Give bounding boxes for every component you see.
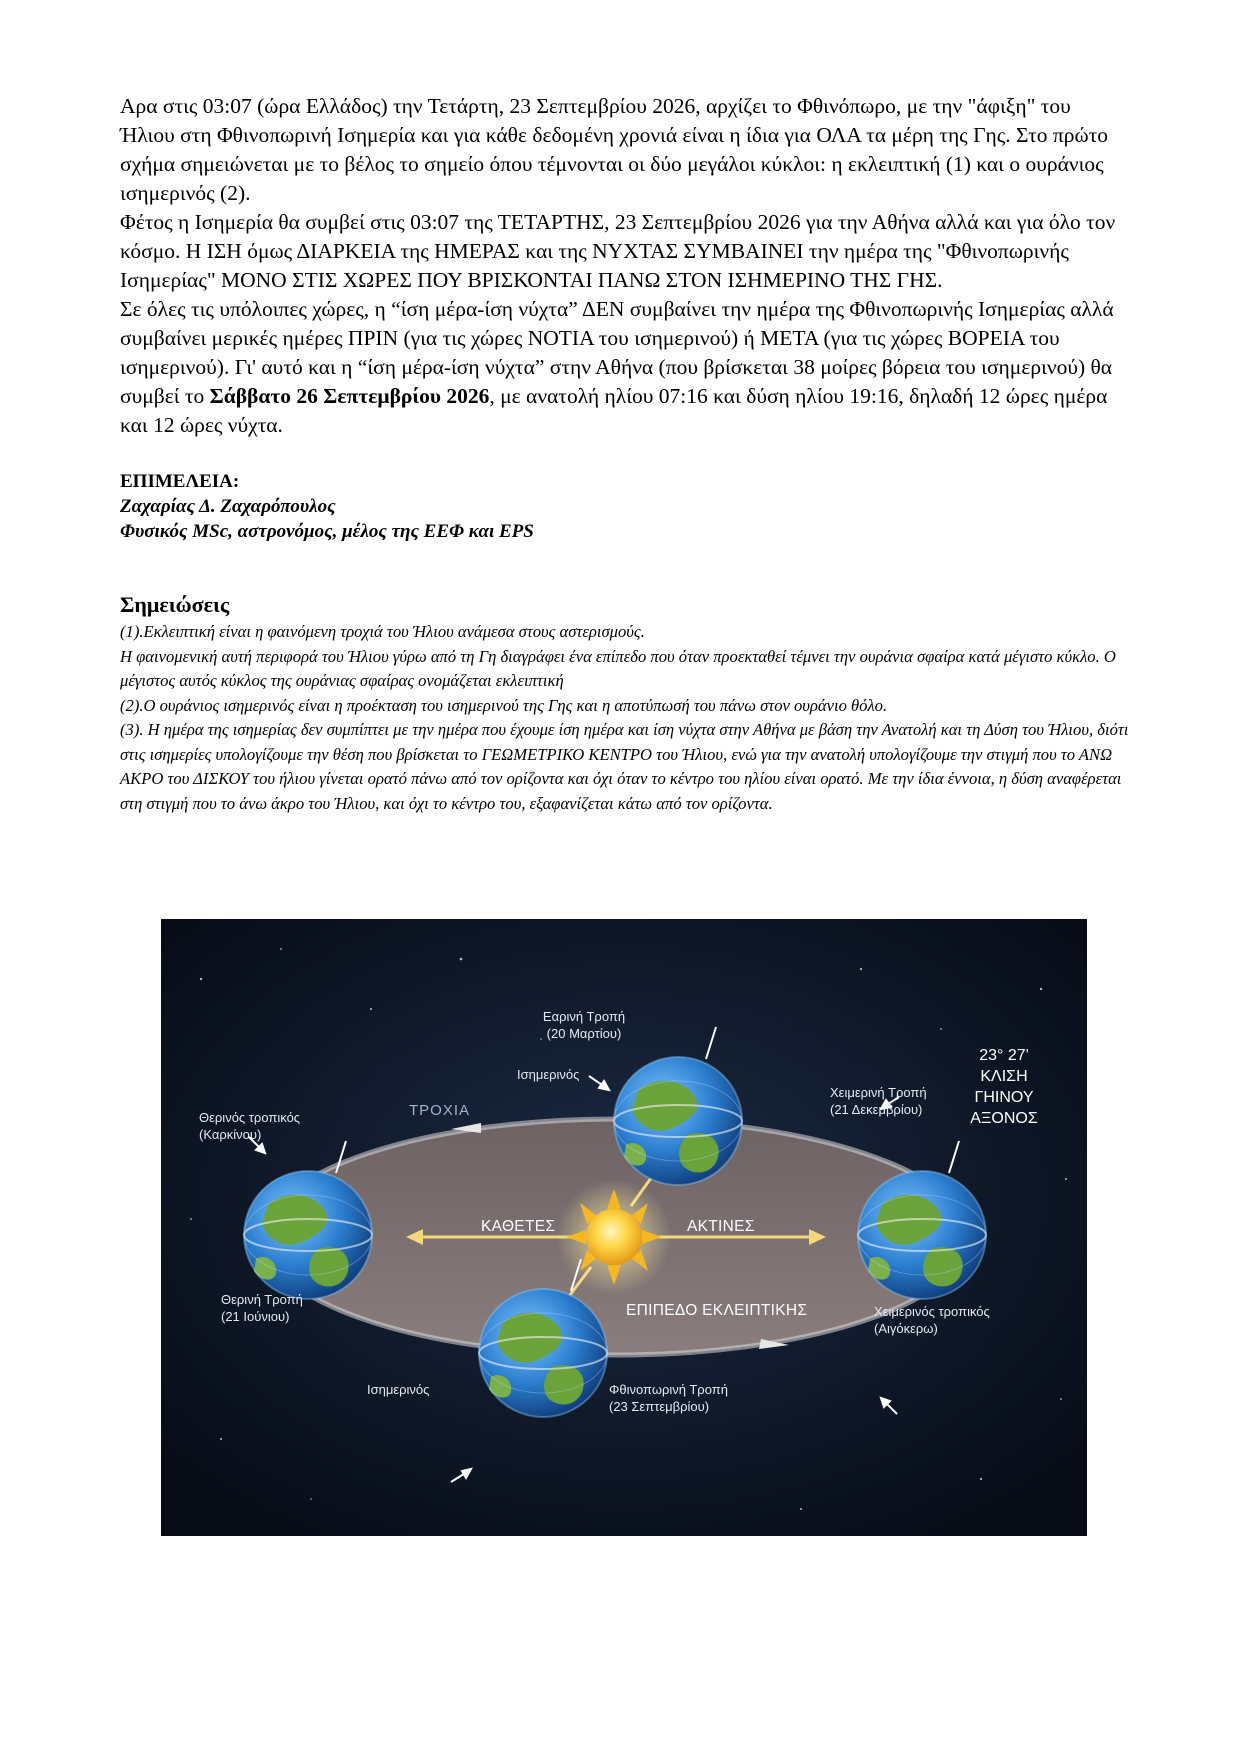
note-1a: (1).Εκλειπτική είναι η φαινόμενη τροχιά του Ήλιου ανάμεσα στους αστερισμούς. <box>120 622 645 641</box>
autumn-solstice-date: (23 Σεπτεμβρίου) <box>609 1399 710 1414</box>
paragraph-3-text-a: Σε όλες τις υπόλοιπες χώρες, η “ίση μέρα-ίση νύχτα” ΔΕΝ συμβαίνει την ημέρα της Φθινοπωρινής Ισημερίας αλλά συμβαίνει μερικές ημέρες ΠΡΙΝ (για τις χώρες ΝΟΤΙΑ του ισημερινού) ή ΜΕΤΑ (για τις χώρες ΒΟΡΕΙΑ του ισημερινού). Γι' αυτό και η “ίση μέρα-ίση νύχτα” στην Αθήνα (που βρίσκεται 38 μοίρες βόρεια του ισημερινού) θα συμβεί το <box>120 297 1114 408</box>
winter-tropic-sign: (Αιγόκερω) <box>874 1321 938 1336</box>
winter-solstice-label <box>830 1084 927 1118</box>
perpendicular-label: ΚΑΘΕΤΕΣ <box>481 1218 556 1235</box>
winter-solstice-date: (21 Δεκεμβρίου) <box>830 1102 923 1117</box>
summer-solstice-label <box>221 1291 303 1325</box>
paragraph-3 <box>120 295 1130 440</box>
credits <box>120 469 1130 544</box>
summer-tropic-sign: (Καρκίνου) <box>199 1127 262 1142</box>
note-1b: Η φαινομενική αυτή περιφορά του Ήλιου γύρω από τη Γη διαγράφει ένα επίπεδο που όταν προεκταθεί τέμνει την ουράνια σφαίρα κατά μέγιστο κύκλο. Ο μέγιστος αυτός κύκλος της ουράνιας σφαίρας ονομάζεται εκλειπτική <box>120 646 1116 690</box>
axial-tilt-angle: 23° 27' <box>979 1047 1029 1064</box>
earth-autumn-icon <box>479 1289 607 1417</box>
paragraph-3-date: Σάββατο 26 Σεπτεμβρίου 2026 <box>209 384 490 408</box>
earth-summer-icon <box>244 1171 372 1299</box>
author-name: Ζαχαρίας Δ. Ζαχαρόπουλος <box>120 496 336 517</box>
notes-title: Σημειώσεις <box>120 592 230 617</box>
paragraph-1: Αρα στις 03:07 (ώρα Ελλάδος) την Τετάρτη, 23 Σεπτεμβρίου 2026, αρχίζει το Φθινόπωρο, με την "άφιξη" του Ήλιου στη Φθινοπωρινή Ισημερία και για κάθε δεδομένη χρονιά είναι η ίδια για ΟΛΑ τα μέρη της Γης. Στο πρώτο σχήμα σημειώνεται με το βέλος το σημείο όπου τέμνονται οι δύο μεγάλοι κύκλοι: η εκλειπτική (1) και ο ουράνιος ισημερινός (2). <box>120 94 1109 205</box>
sun-icon <box>586 1209 642 1265</box>
author-role: Φυσικός MSc, αστρονόμος, μέλος της ΕΕΦ και EPS <box>120 521 534 542</box>
axial-tilt-label <box>970 1045 1037 1129</box>
ecliptic-plane-label: ΕΠΙΠΕΔΟ ΕΚΛΕΙΠΤΙΚΗΣ <box>626 1302 808 1319</box>
notes-section <box>120 592 1130 816</box>
spring-solstice-date: (20 Μαρτίου) <box>546 1026 622 1041</box>
spring-solstice-title: Εαρινή Τροπή <box>542 1009 626 1024</box>
axial-tilt-word-3: ΑΞΟΝΟΣ <box>970 1110 1038 1127</box>
axial-tilt-word-2: ΓΗΙΝΟΥ <box>974 1089 1034 1106</box>
winter-tropic-title: Χειμερινός τροπικός <box>874 1304 990 1319</box>
note-3: (3). Η ημέρα της ισημερίας δεν συμπίπτει με την ημέρα που έχουμε ίση ημέρα και ίση νύχτα στην Αθήνα με βάση την Ανατολή και τη Δύση του Ήλιου, διότι στις ισημερίες υπολογίζουμε την θέση που βρίσκεται το ΓΕΩΜΕΤΡΙΚΟ ΚΕΝΤΡΟ του Ήλιου, ενώ για την ανατολή υπολογίζουμε την στιγμή που το ΑΝΩ ΑΚΡΟ του ΔΙΣΚΟΥ του ήλιου γίνεται ορατό πάνω από τον ορίζοντα και όχι όταν το κέντρο του ηλίου είναι ορατό. Με την ίδια έννοια, η δύση αναφέρεται στη στιγμή που το άνω άκρο του Ήλιου, και όχι το κέντρο του, εξαφανίζεται κάτω από τον ορίζοντα. <box>120 720 1129 813</box>
earth-spring-icon <box>614 1057 742 1185</box>
paragraph-2: Φέτος η Ισημερία θα συμβεί στις 03:07 της ΤΕΤΑΡΤΗΣ, 23 Σεπτεμβρίου 2026 για την Αθήνα αλλά και για όλο τον κόσμο. Η ΙΣΗ όμως ΔΙΑΡΚΕΙΑ της ΗΜΕΡΑΣ και της ΝΥΧΤΑΣ ΣΥΜΒΑΙΝΕΙ την ημέρα της "Φθινοπωρινής Ισημερίας" ΜΟΝΟ ΣΤΙΣ ΧΩΡΕΣ ΠΟΥ ΒΡΙΣΚΟΝΤΑΙ ΠΑΝΩ ΣΤΟΝ ΙΣΗΜΕΡΙΝΟ ΤΗΣ ΓΗΣ. <box>120 210 1116 292</box>
summer-tropic-title: Θερινός τροπικός <box>199 1110 301 1125</box>
summer-solstice-title: Θερινή Τροπή <box>221 1292 303 1307</box>
spring-solstice-label <box>543 1008 625 1042</box>
autumn-solstice-label <box>609 1381 728 1415</box>
rays-label: ΑΚΤΙΝΕΣ <box>687 1218 755 1235</box>
seasons-diagram <box>161 919 1087 1536</box>
winter-tropic-label <box>874 1303 990 1337</box>
axial-tilt-word-1: ΚΛΙΣΗ <box>980 1068 1028 1085</box>
paragraph-3-text-b: , με ανατολή ηλίου 07:16 και δύση ηλίου 19:16, δηλαδή 12 ώρες ημέρα και 12 ώρες νύχτα. <box>120 384 1108 437</box>
autumn-solstice-title: Φθινοπωρινή Τροπή <box>609 1382 728 1397</box>
note-2: (2).Ο ουράνιος ισημερινός είναι η προέκταση του ισημερινού της Γης και η αποτύπωσή του πάνω στον ουράνιο θόλο. <box>120 695 888 715</box>
equator-label-bottom: Ισημερινός <box>367 1382 430 1397</box>
orbit-label: ΤΡΟΧΙΑ <box>409 1102 471 1119</box>
document-page <box>120 92 1130 816</box>
article-body <box>120 92 1130 440</box>
equator-label-top: Ισημερινός <box>517 1067 580 1082</box>
summer-solstice-date: (21 Ιούνιου) <box>221 1309 290 1324</box>
credits-heading: ΕΠΙΜΕΛΕΙΑ: <box>120 471 240 492</box>
summer-tropic-label <box>199 1109 300 1143</box>
winter-solstice-title: Χειμερινή Τροπή <box>830 1085 927 1100</box>
earth-winter-icon <box>858 1171 986 1299</box>
